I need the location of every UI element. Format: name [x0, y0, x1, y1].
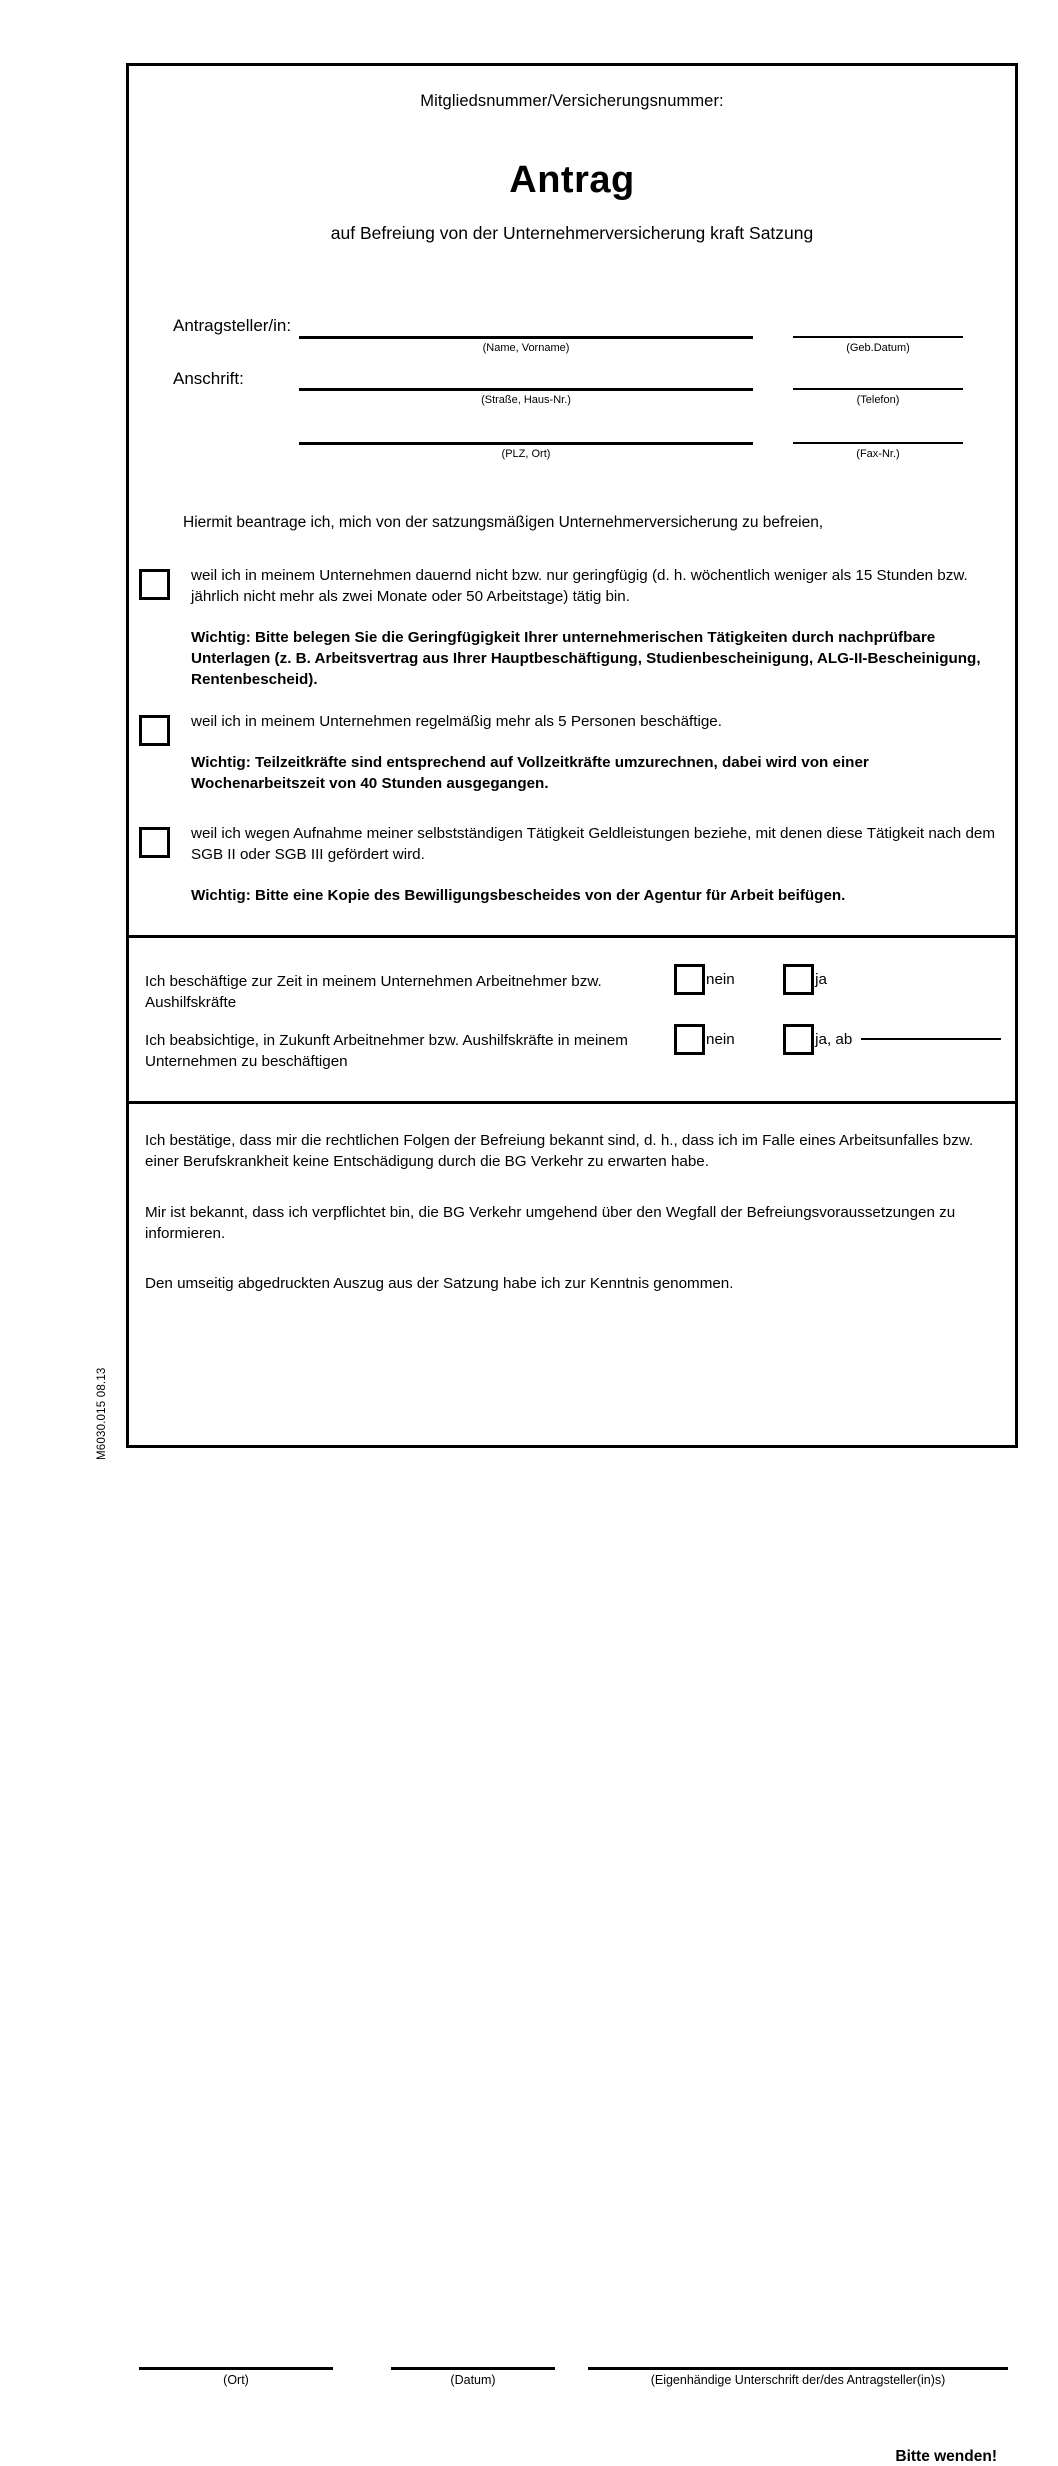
reason-1-note: Wichtig: Bitte belegen Sie die Geringfügigkeit Ihrer unternehmerischen Tätigkeiten durch nachprüfbare Unterlagen (z. B. Arbeitsvertrag aus Ihrer Hauptbeschäftigung, Studienbescheinigung, ALG-II-Bescheinigung, Rentenbescheid). — [191, 628, 981, 688]
reason-1-text: weil ich in meinem Unternehmen dauernd nicht bzw. nur geringfügig (d. h. wöchentlich weniger als 15 Stunden bzw. jährlich nicht mehr als zwei Monate oder 50 Arbeitstage) tätig bin. — [191, 567, 968, 605]
name-caption: (Name, Vorname) — [482, 342, 570, 354]
birthdate-caption: (Geb.Datum) — [846, 342, 910, 354]
checkbox-future-nein[interactable] — [674, 1024, 705, 1055]
signature-caption: (Eigenhändige Unterschrift der/des Antragsteller(in)s) — [650, 2373, 946, 2387]
form-subtitle: auf Befreiung von der Unternehmerversicherung kraft Satzung — [330, 223, 814, 243]
phone-caption: (Telefon) — [856, 394, 900, 406]
reason-3-note: Wichtig: Bitte eine Kopie des Bewilligungsbescheides von der Agentur für Arbeit beifügen. — [191, 886, 846, 904]
reason-2-text: weil ich in meinem Unternehmen regelmäßig mehr als 5 Personen beschäftige. — [191, 713, 722, 730]
applicant-fields-block — [129, 66, 1015, 486]
employees-question-current: Ich beschäftige zur Zeit in meinem Unternehmen Arbeitnehmer bzw. Aushilfskräfte — [145, 973, 602, 1012]
declaration-intro-text: Hiermit beantrage ich, mich von der satzungsmäßigen Unternehmerversicherung zu befreien, — [183, 514, 824, 531]
applicant-name-label: Antragsteller/in: — [173, 316, 292, 335]
form-frame — [126, 63, 1018, 2465]
answer-nein-current[interactable] — [674, 964, 735, 995]
turn-page-note: Bitte wenden! — [895, 2448, 997, 2465]
label-current-nein: nein — [706, 971, 735, 988]
answer-nein-future[interactable] — [674, 1024, 735, 1055]
reason-option-2 — [139, 712, 1011, 795]
label-future-nein: nein — [706, 1031, 735, 1048]
birthdate-input-line[interactable] — [793, 336, 963, 338]
place-caption: (Ort) — [223, 2373, 249, 2387]
reason-option-1 — [139, 566, 1011, 691]
label-future-ja-ab: ja, ab — [815, 1031, 853, 1048]
section-divider-confirmation — [129, 1101, 1015, 1104]
postal-city-input-line[interactable] — [299, 442, 753, 445]
checkbox-current-nein[interactable] — [674, 964, 705, 995]
employees-answer-group-current — [674, 964, 827, 995]
employees-answer-group-future — [674, 1024, 1001, 1055]
membership-number-label: Mitgliedsnummer/Versicherungsnummer: — [420, 92, 724, 110]
phone-input-line[interactable] — [793, 388, 963, 390]
street-caption: (Straße, Haus-Nr.) — [481, 394, 571, 406]
label-current-ja: ja — [815, 971, 827, 988]
confirmation-text-2: Mir ist bekannt, dass ich verpflichtet bin, die BG Verkehr umgehend über den Wegfall der Befreiungsvoraussetzungen zu informieren. — [145, 1204, 956, 1243]
signature-input-line[interactable] — [588, 2367, 1008, 2370]
checkbox-reason-3[interactable] — [139, 827, 170, 858]
address-label: Anschrift: — [173, 369, 244, 388]
employees-question-future: Ich beabsichtige, in Zukunft Arbeitnehmer bzw. Aushilfskräfte in meinem Unternehmen zu beschäftigen — [145, 1032, 628, 1071]
reason-option-3 — [139, 824, 1011, 907]
name-input-line[interactable] — [299, 336, 753, 339]
reason-2-note: Wichtig: Teilzeitkräfte sind entsprechend auf Vollzeitkräfte umzurechnen, dabei wird von einer Wochenarbeitszeit von 40 Stunden ausgegangen. — [191, 753, 869, 792]
date-caption: (Datum) — [450, 2373, 496, 2387]
confirmation-text-1: Ich bestätige, dass mir die rechtlichen Folgen der Befreiung bekannt sind, d. h., dass ich im Falle eines Arbeitsunfalles bzw. einer Berufskrankheit keine Entschädigung durch die BG Verkehr zu erwarten habe. — [145, 1132, 974, 1171]
place-input-line[interactable] — [139, 2367, 333, 2370]
checkbox-reason-1[interactable] — [139, 569, 170, 600]
confirmation-text-3: Den umseitig abgedruckten Auszug aus der Satzung habe ich zur Kenntnis genommen. — [145, 1275, 734, 1292]
employees-section — [129, 935, 1015, 1101]
answer-ja-future[interactable] — [783, 1024, 1001, 1055]
date-input-line[interactable] — [391, 2367, 555, 2370]
fax-caption: (Fax-Nr.) — [856, 448, 900, 460]
checkbox-reason-2[interactable] — [139, 715, 170, 746]
reason-3-text: weil ich wegen Aufnahme meiner selbstständigen Tätigkeit Geldleistungen beziehe, mit denen diese Tätigkeit nach dem SGB II oder SGB III gefördert wird. — [191, 825, 996, 863]
checkbox-current-ja[interactable] — [783, 964, 814, 995]
page-title: Antrag — [509, 159, 635, 201]
street-input-line[interactable] — [299, 388, 753, 391]
checkbox-future-ja[interactable] — [783, 1024, 814, 1055]
fax-input-line[interactable] — [793, 442, 963, 444]
document-code: M6030.015 08.13 — [96, 1367, 108, 1460]
future-start-date-input-line[interactable] — [861, 1038, 1001, 1040]
answer-ja-current[interactable] — [783, 964, 827, 995]
postal-city-caption: (PLZ, Ort) — [501, 448, 551, 460]
